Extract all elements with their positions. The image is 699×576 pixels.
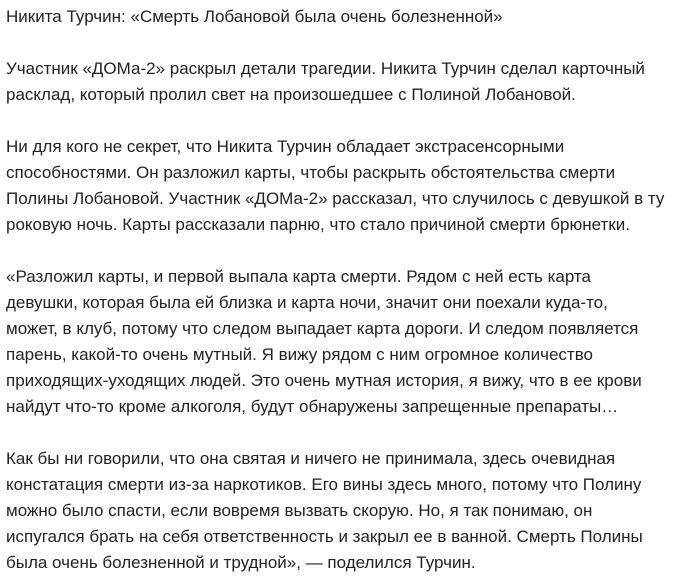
paragraph-line: приходящих-уходящих людей. Это очень мутная история, я вижу, что в ее крови [6, 371, 642, 390]
paragraph-line: «Разложил карты, и первой выпала карта смерти. Рядом с ней есть карта [6, 267, 591, 286]
article-paragraph-3 [6, 264, 693, 420]
paragraph-line: Участник «ДОМа-2» раскрыл детали трагедии. Никита Турчин сделал карточный [6, 59, 645, 78]
paragraph-line: Ни для кого не секрет, что Никита Турчин обладает экстрасенсорными [6, 137, 565, 156]
paragraph-line: испугался брать на себя ответственность и закрыл ее в ванной. Смерть Полины [6, 527, 643, 546]
paragraph-line: девушки, которая была ей близка и карта ночи, значит они поехали куда-то, [6, 293, 608, 312]
paragraph-line: расклад, который пролил свет на произошедшее с Полиной Лобановой. [6, 85, 576, 104]
article-paragraph-2 [6, 134, 693, 238]
article-paragraph-1 [6, 56, 693, 108]
paragraph-line: способностями. Он разложил карты, чтобы раскрыть обстоятельства смерти [6, 163, 616, 182]
paragraph-line: можно было спасти, если вовремя вызвать скорую. Но, я так понимаю, он [6, 501, 593, 520]
article-title: Никита Турчин: «Смерть Лобановой была очень болезненной» [6, 7, 503, 26]
paragraph-line: может, в клуб, потому что следом выпадает карта дороги. И следом появляется [6, 319, 639, 338]
paragraph-line: роковую ночь. Карты рассказали парню, что стало причиной смерти брюнетки. [6, 215, 630, 234]
paragraph-line: констатация смерти из-за наркотиков. Его вины здесь много, потому что Полину [6, 475, 642, 494]
paragraph-line: Полины Лобановой. Участник «ДОМа-2» рассказал, что случилось с девушкой в ту [6, 189, 665, 208]
paragraph-line: была очень болезненной и трудной», — поделился Турчин. [6, 553, 476, 572]
paragraph-line: найдут что-то кроме алкоголя, будут обнаружены запрещенные препараты… [6, 397, 619, 416]
paragraph-line: Как бы ни говорили, что она святая и ничего не принимала, здесь очевидная [6, 449, 616, 468]
paragraph-line: парень, какой-то очень мутный. Я вижу рядом с ним огромное количество [6, 345, 593, 364]
